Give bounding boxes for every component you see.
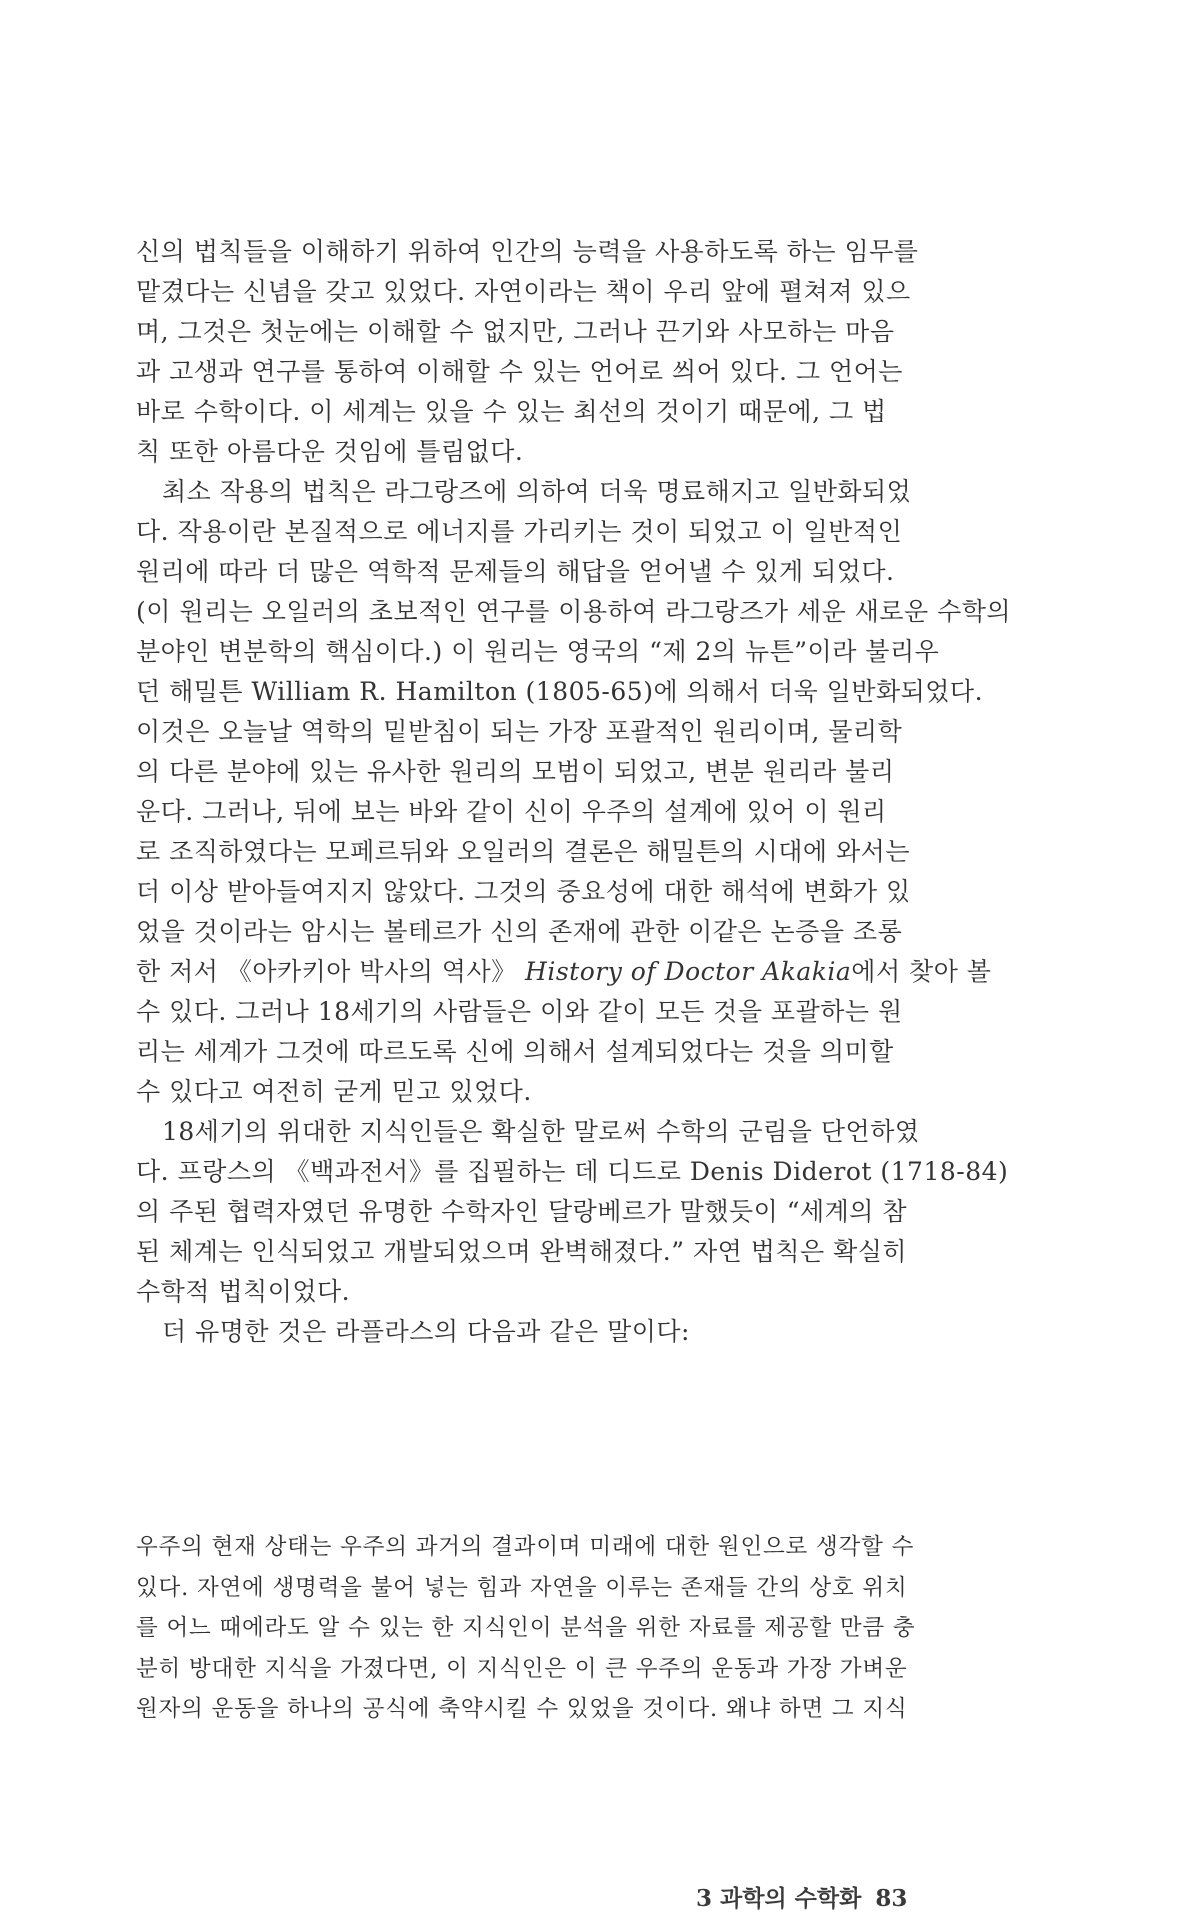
text-line: 된 체계는 인식되었고 개발되었으며 완벽해졌다.” 자연 법칙은 확실히 xyxy=(136,1237,908,1266)
quote-line: 를 어느 때에라도 알 수 있는 한 지식인이 분석을 위한 자료를 제공할 만큼 충 xyxy=(136,1615,916,1641)
text-line: 바로 수학이다. 이 세계는 있을 수 있는 최선의 것이기 때문에, 그 법 xyxy=(136,397,887,426)
text-line: 분야인 변분학의 핵심이다.) 이 원리는 영국의 “제 2의 뉴튼”이라 불리우 xyxy=(136,637,940,666)
page-footer xyxy=(696,1880,907,1913)
text-line: 더 이상 받아들여지지 않았다. 그것의 중요성에 대한 해석에 변화가 있 xyxy=(136,877,911,906)
text-line: 의 다른 분야에 있는 유사한 원리의 모범이 되었고, 변분 원리라 불리 xyxy=(136,757,895,786)
text-line: 18세기의 위대한 지식인들은 확실한 말로써 수학의 군림을 단언하였 xyxy=(162,1117,920,1146)
text-line: 최소 작용의 법칙은 라그랑즈에 의하여 더욱 명료해지고 일반화되었 xyxy=(162,477,912,506)
text-line: 맡겼다는 신념을 갖고 있었다. 자연이라는 책이 우리 앞에 펼쳐져 있으 xyxy=(136,277,911,306)
text-line: 수학적 법칙이었다. xyxy=(136,1277,351,1306)
text-line: 다. 작용이란 본질적으로 에너지를 가리키는 것이 되었고 이 일반적인 xyxy=(136,517,903,546)
text-line: 다. 프랑스의 《백과전서》를 집필하는 데 디드로 Denis Diderot (1718-84) xyxy=(136,1157,1009,1186)
quote-line: 분히 방대한 지식을 가졌다면, 이 지식인은 이 큰 우주의 운동과 가장 가벼운 xyxy=(136,1655,908,1682)
text-line: 원리에 따라 더 많은 역학적 문제들의 해답을 얻어낼 수 있게 되었다. xyxy=(136,557,895,586)
chapter-title: 3 과학의 수학화 xyxy=(696,1885,862,1912)
text-segment: 에서 찾아 볼 xyxy=(851,957,992,986)
italic-book-title: History of Doctor Akakia xyxy=(525,957,852,986)
text-line: 수 있다고 여전히 굳게 믿고 있었다. xyxy=(136,1077,532,1106)
text-line: 었을 것이라는 암시는 볼테르가 신의 존재에 관한 이같은 논증을 조롱 xyxy=(136,917,903,946)
text-line: 던 해밀튼 William R. Hamilton (1805-65)에 의해서 더욱 일반화되었다. xyxy=(136,677,984,706)
quote-line: 원자의 운동을 하나의 공식에 축약시킬 수 있었을 것이다. 왜냐 하면 그 지식 xyxy=(136,1696,908,1722)
block-quote xyxy=(136,1527,998,1730)
text-line: 로 조직하였다는 모페르뒤와 오일러의 결론은 해밀튼의 시대에 와서는 xyxy=(136,837,910,866)
text-line: 신의 법칙들을 이해하기 위하여 인간의 능력을 사용하도록 하는 임무를 xyxy=(136,237,919,266)
main-text-block xyxy=(136,232,1012,1352)
text-line: 이것은 오늘날 역학의 밑받침이 되는 가장 포괄적인 원리이며, 물리학 xyxy=(136,717,903,746)
text-line: 더 유명한 것은 라플라스의 다음과 같은 말이다: xyxy=(162,1317,690,1346)
text-segment: 한 저서 《아카키아 박사의 역사》 xyxy=(136,957,517,986)
text-line: 수 있다. 그러나 18세기의 사람들은 이와 같이 모든 것을 포괄하는 원 xyxy=(136,997,903,1026)
text-line: 리는 세계가 그것에 따르도록 신에 의해서 설계되었다는 것을 의미할 xyxy=(136,1037,894,1066)
text-line: 운다. 그러나, 뒤에 보는 바와 같이 신이 우주의 설계에 있어 이 원리 xyxy=(136,797,887,826)
text-line: 의 주된 협력자였던 유명한 수학자인 달랑베르가 말했듯이 “세계의 참 xyxy=(136,1197,908,1226)
text-line-small: (이 원리는 오일러의 초보적인 연구를 이용하여 라그랑즈가 세운 새로운 수학의 xyxy=(136,597,1012,626)
text-line: 과 고생과 연구를 통하여 이해할 수 있는 언어로 씌어 있다. 그 언어는 xyxy=(136,357,903,386)
quote-line: 우주의 현재 상태는 우주의 과거의 결과이며 미래에 대한 원인으로 생각할 수 xyxy=(136,1534,915,1560)
page-number: 83 xyxy=(875,1885,908,1912)
text-line: 칙 또한 아름다운 것임에 틀림없다. xyxy=(136,437,524,466)
quote-line: 있다. 자연에 생명력을 불어 넣는 힘과 자연을 이루는 존재들 간의 상호 위치 xyxy=(136,1574,908,1601)
text-line-with-title xyxy=(136,952,998,992)
text-line: 며, 그것은 첫눈에는 이해할 수 없지만, 그러나 끈기와 사모하는 마음 xyxy=(136,317,895,346)
